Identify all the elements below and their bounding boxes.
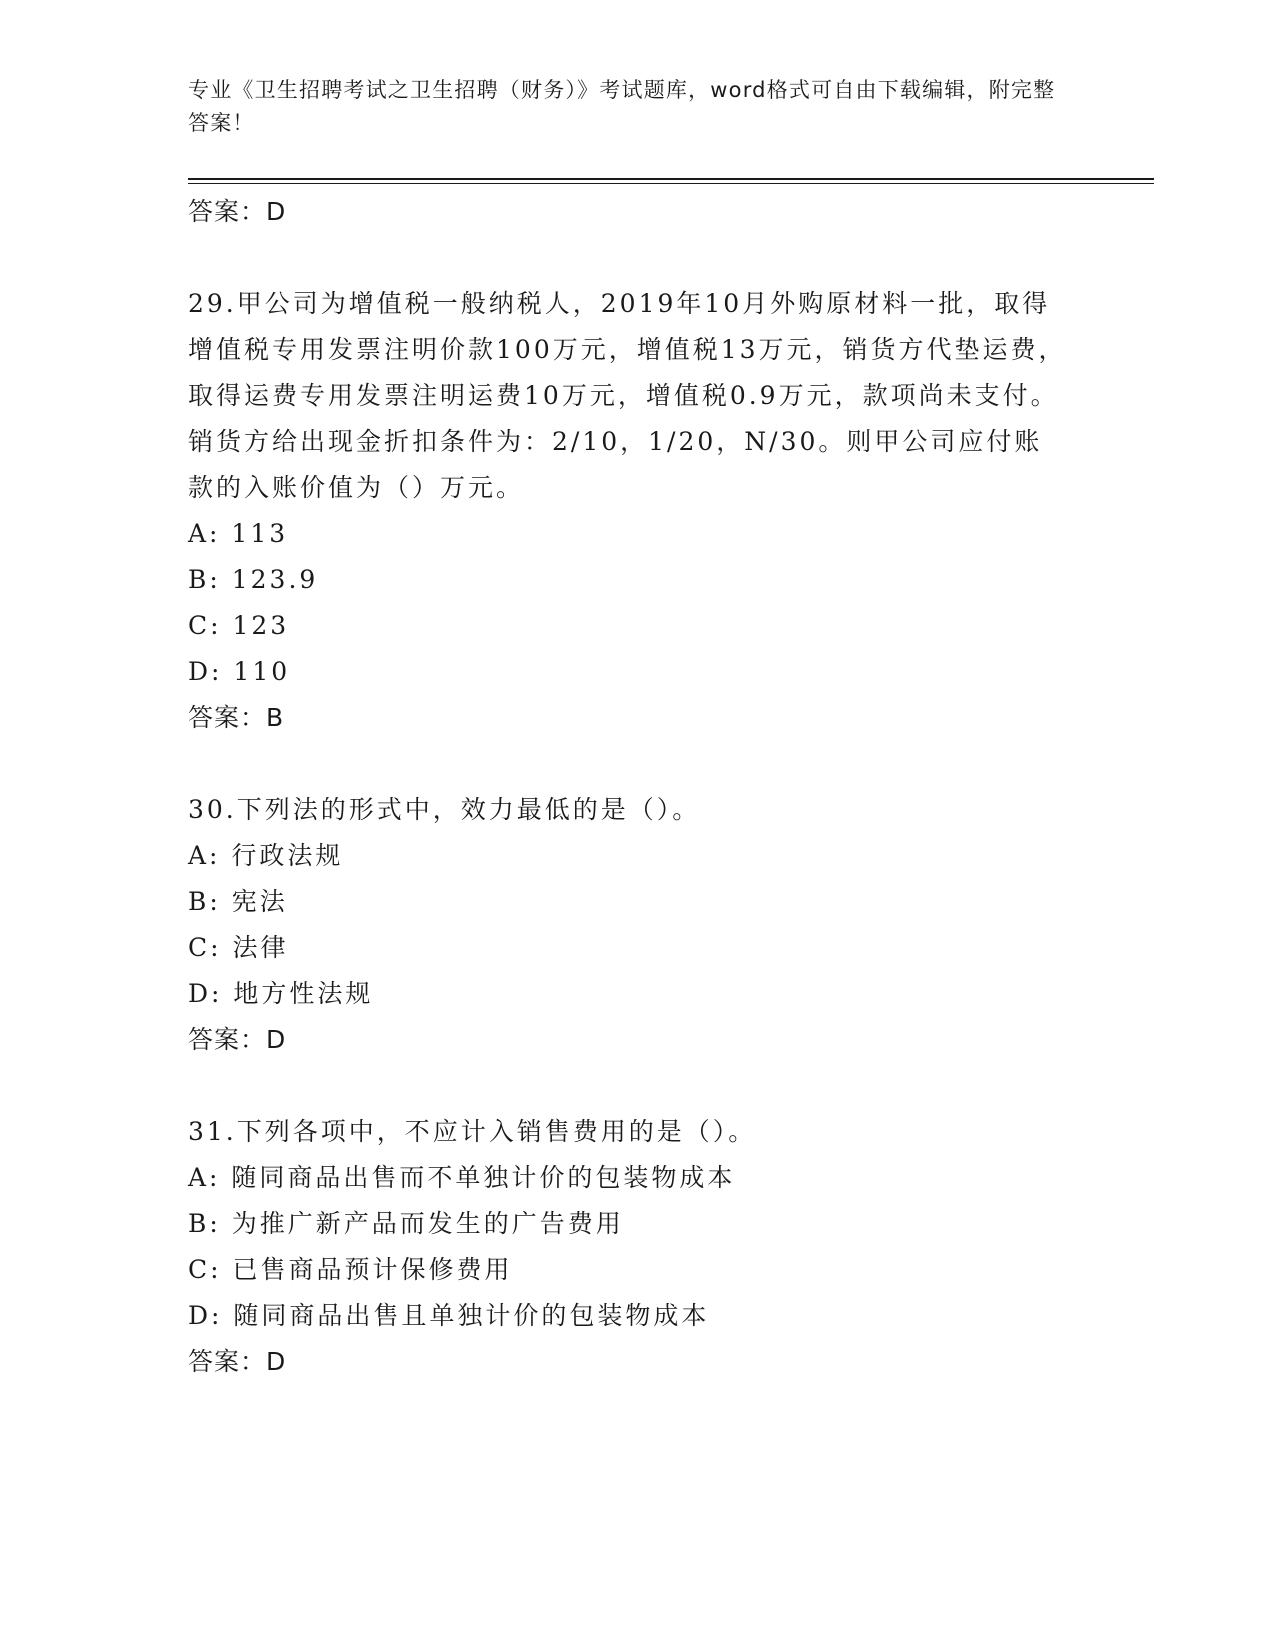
option-b: B: 123.9	[188, 565, 319, 594]
header-rule-thick	[188, 178, 1154, 180]
page-header: 专业《卫生招聘考试之卫生招聘（财务）》考试题库，word格式可自由下载编辑，附完整答案！	[188, 78, 1056, 135]
option-d: D: 随同商品出售且单独计价的包装物成本	[188, 1301, 710, 1330]
option-b: B: 宪法	[188, 887, 288, 916]
question-text: 30.下列法的形式中，效力最低的是（）。	[188, 795, 701, 824]
previous-answer: 答案：D	[188, 197, 287, 226]
spacer	[188, 1063, 1068, 1109]
question-list	[188, 189, 1068, 1385]
option-a: A: 随同商品出售而不单独计价的包装物成本	[188, 1163, 736, 1192]
question-text: 31.下列各项中，不应计入销售费用的是（）。	[188, 1117, 757, 1146]
option-c: C: 123	[188, 611, 290, 640]
option-c: C: 法律	[188, 933, 289, 962]
option-d: D: 地方性法规	[188, 979, 374, 1008]
question-29	[188, 281, 1068, 741]
answer-line: 答案：D	[188, 1347, 287, 1376]
question-31	[188, 1109, 1068, 1385]
question-text: 29.甲公司为增值税一般纳税人，2019年10月外购原材料一批，取得增值税专用发票注明价款100万元，增值税13万元，销货方代垫运费，取得运费专用发票注明运费10万元，增值税0.9万元，款项尚未支付。销货方给出现金折扣条件为：2/10，1/20，N/30。则甲公司应付账款的入账价值为（）万元。	[188, 289, 1067, 502]
header-rule-thin	[188, 183, 1154, 184]
answer-line: 答案：D	[188, 1025, 287, 1054]
option-b: B: 为推广新产品而发生的广告费用	[188, 1209, 624, 1238]
option-d: D: 110	[188, 657, 291, 686]
option-a: A: 行政法规	[188, 841, 344, 870]
spacer	[188, 235, 1068, 281]
answer-line: 答案：B	[188, 703, 285, 732]
spacer	[188, 741, 1068, 787]
option-c: C: 已售商品预计保修费用	[188, 1255, 513, 1284]
option-a: A: 113	[188, 519, 289, 548]
question-30	[188, 787, 1068, 1063]
